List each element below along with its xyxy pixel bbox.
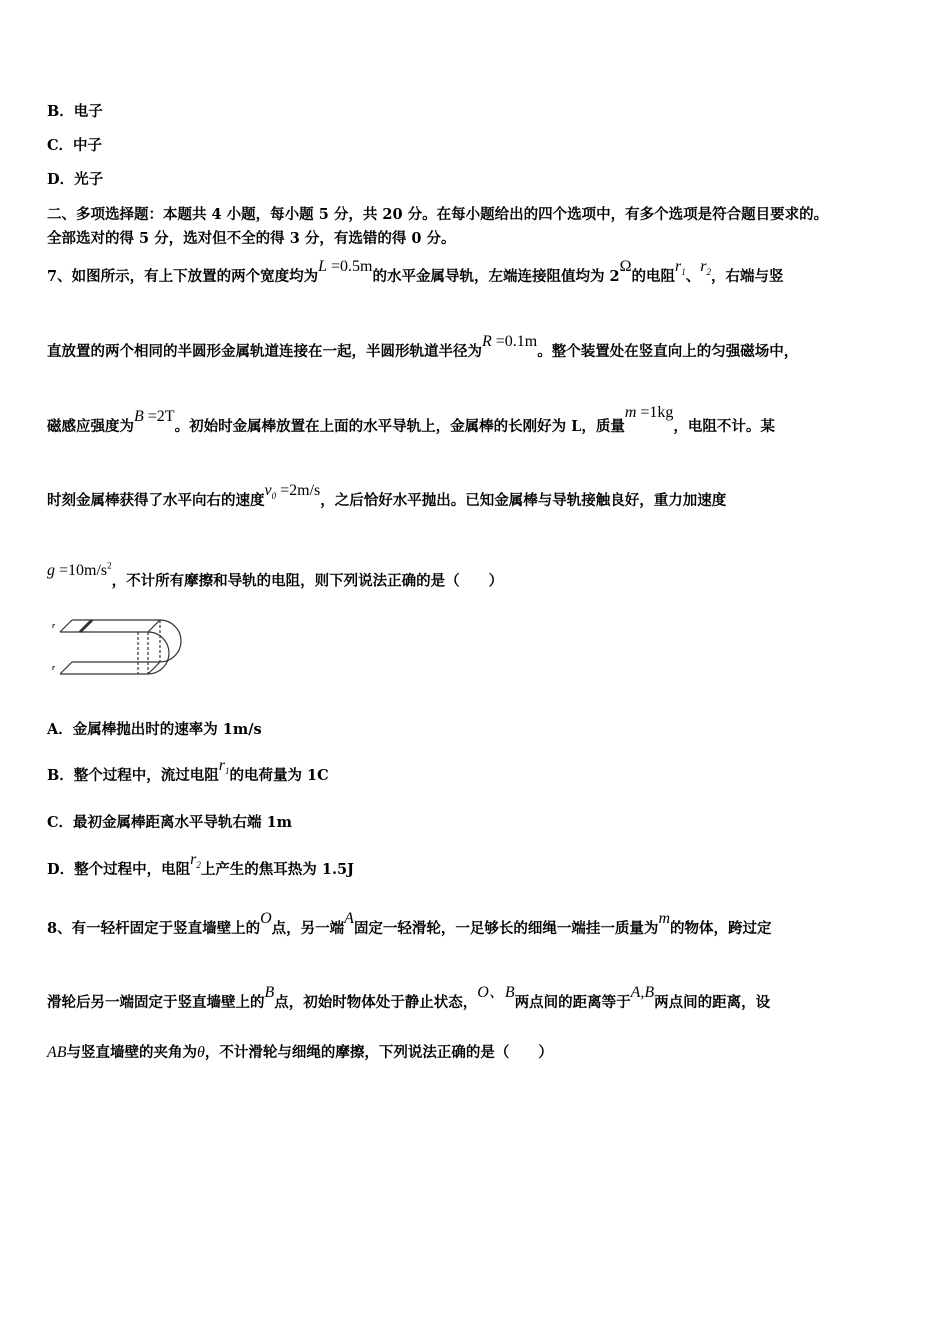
q7-line-4: 时刻金属棒获得了水平向右的速度$v_0 =2m/s$，之后恰好水平抛出。已知金属棒与导轨接触良好，重力加速度: [47, 482, 727, 509]
eq-R: R: [482, 333, 492, 350]
q7-option-c: C．最初金属棒距离水平导轨右端 1m: [47, 814, 293, 831]
svg-text:r: r: [52, 663, 56, 672]
q7-line-5: $g =10m/s^2$，不计所有摩擦和导轨的电阻，则下列说法正确的是（ ）: [47, 561, 504, 590]
q7-line-3: 磁感应强度为B =2T。初始时金属棒放置在上面的水平导轨上，金属棒的长刚好为 L，质量m =1kg，电阻不计。某: [47, 404, 775, 435]
q7-option-b: B．整个过程中，流过电阻$r_1$的电荷量为 1C: [47, 757, 329, 784]
svg-text:r: r: [52, 621, 56, 630]
section-scoring: 全部选对的得 5 分，选对但不全的得 3 分，有选错的得 0 分。: [47, 230, 456, 247]
omega-symbol: Ω: [619, 258, 632, 275]
q8-line-2: 滑轮后另一端固定于竖直墙壁上的B点，初始时物体处于静止状态，O、B两点间的距离等于A,B两点间的距离，设: [47, 984, 771, 1011]
q8-line-1: 8、有一轻杆固定于竖直墙壁上的O点，另一端A固定一轻滑轮，一足够长的细绳一端挂一质量为m的物体，跨过定: [47, 910, 772, 937]
eq-m: m: [624, 404, 637, 421]
q7-line-1: 7、如图所示，有上下放置的两个宽度均为L =0.5m的水平金属导轨，左端连接阻值均为 2Ω的电阻$r_1$、$r_2$，右端与竖: [47, 258, 784, 285]
eq-B: B: [134, 408, 144, 425]
q8-line-3: AB与竖直墙壁的夹角为θ，不计滑轮与细绳的摩擦，下列说法正确的是（ ）: [47, 1044, 553, 1061]
r2-symbol: $r_2$: [700, 258, 711, 278]
option-b-prev: B．电子: [47, 103, 103, 120]
eq-L: L: [318, 258, 327, 275]
q7-option-d: D．整个过程中，电阻$r_2$上产生的焦耳热为 1.5J: [47, 851, 354, 878]
r1-symbol: $r_1$: [675, 258, 686, 278]
section-heading: 二、多项选择题：本题共 4 小题，每小题 5 分，共 20 分。在每小题给出的四个选项中，有多个选项是符合题目要求的。: [47, 206, 829, 223]
resistor-labels: [52, 621, 56, 672]
eq-v0: $v_0$: [264, 482, 277, 502]
eq-g: g: [47, 562, 55, 580]
q7-option-a: A．金属棒抛出时的速率为 1m/s: [47, 721, 262, 738]
rail-diagram: [50, 612, 190, 686]
option-c-prev: C．中子: [47, 137, 103, 154]
option-d-prev: D．光子: [47, 171, 104, 188]
q7-line-2: 直放置的两个相同的半圆形金属轨道连接在一起，半圆形轨道半径为R =0.1m。整个装置处在竖直向上的匀强磁场中，: [47, 333, 799, 360]
